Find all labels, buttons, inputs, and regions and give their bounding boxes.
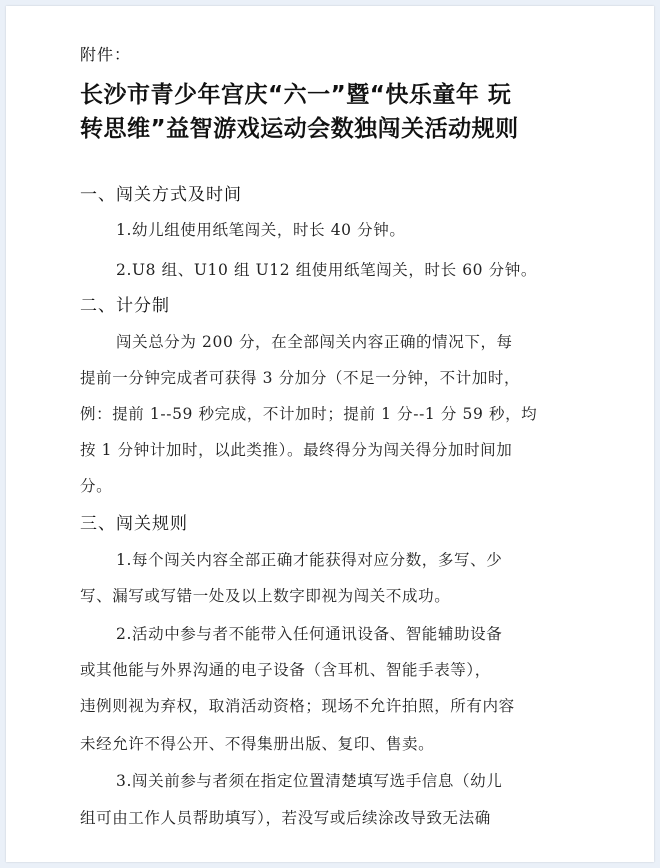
section-heading-2: 二、计分制 — [80, 296, 170, 316]
paragraph-line: 未经允许不得公开、不得集册出版、复印、售卖。 — [80, 735, 435, 753]
paragraph-line: 违例则视为弃权，取消活动资格；现场不允许拍照，所有内容 — [80, 697, 515, 715]
document-page — [6, 6, 654, 862]
paragraph-line: 提前一分钟完成者可获得 3 分加分（不足一分钟，不计加时， — [80, 369, 521, 387]
section-heading-3: 三、闯关规则 — [80, 514, 188, 534]
section-heading-1: 一、闯关方式及时间 — [80, 185, 242, 205]
paragraph-line: 2.U8 组、U10 组 U12 组使用纸笔闯关，时长 60 分钟。 — [116, 261, 537, 279]
paragraph-line: 1.每个闯关内容全部正确才能获得对应分数，多写、少 — [116, 551, 503, 569]
paragraph-line: 或其他能与外界沟通的电子设备（含耳机、智能手表等）， — [80, 661, 491, 679]
document-title-line-1: 长沙市青少年宫庆“六一”暨“快乐童年 玩 — [80, 82, 512, 108]
paragraph-line: 例：提前 1--59 秒完成，不计加时；提前 1 分--1 分 59 秒，均 — [80, 405, 538, 423]
paragraph-line: 2.活动中参与者不能带入任何通讯设备、智能辅助设备 — [116, 625, 503, 643]
paragraph-line: 组可由工作人员帮助填写），若没写或后续涂改导致无法确 — [80, 809, 491, 827]
attachment-label: 附件： — [80, 45, 132, 64]
paragraph-line: 闯关总分为 200 分，在全部闯关内容正确的情况下，每 — [116, 333, 513, 351]
paragraph-line: 1.幼儿组使用纸笔闯关，时长 40 分钟。 — [116, 221, 406, 239]
paragraph-line: 按 1 分钟计加时，以此类推）。最终得分为闯关得分加时间加 — [80, 441, 513, 459]
paragraph-line: 分。 — [80, 477, 113, 495]
paragraph-line: 写、漏写或写错一处及以上数字即视为闯关不成功。 — [80, 587, 451, 605]
document-title-line-2: 转思维”益智游戏运动会数独闯关活动规则 — [80, 116, 519, 142]
paragraph-line: 3.闯关前参与者须在指定位置清楚填写选手信息（幼儿 — [116, 772, 503, 790]
